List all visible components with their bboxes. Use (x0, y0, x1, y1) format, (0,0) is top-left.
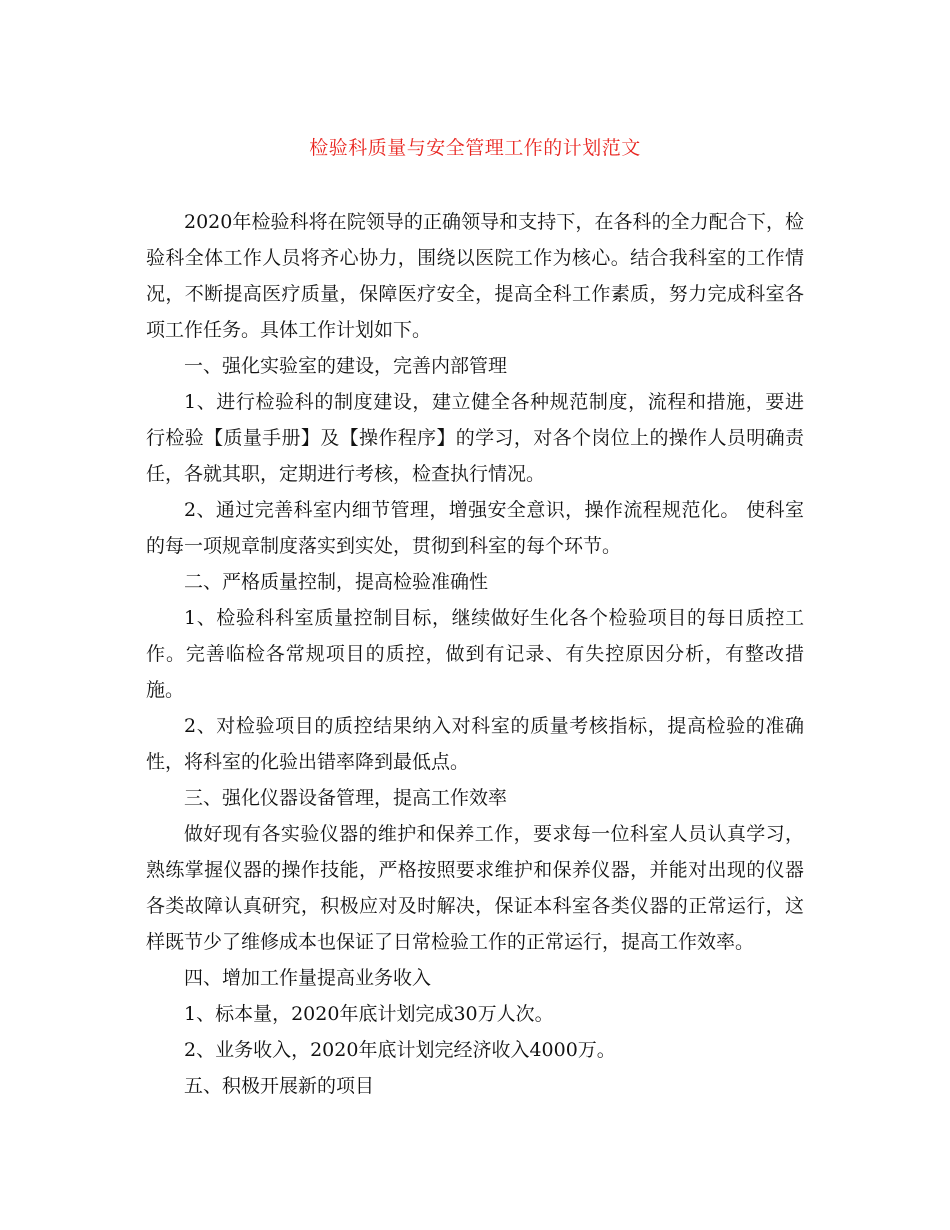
paragraph-4-1: 1、标本量，2020年底计划完成30万人次。 (184, 1003, 554, 1025)
paragraph-2-2: 2、对检验项目的质控结果纳入对科室的质量考核指标，提高检验的准确性，将科室的化验出错率降到最低点。 (146, 715, 804, 773)
section-heading-4: 四、增加工作量提高业务收入 (184, 967, 432, 989)
document-body (146, 204, 804, 1104)
section-heading-5: 五、积极开展新的项目 (184, 1075, 375, 1097)
paragraph-1-2: 2、通过完善科室内细节管理，增强安全意识，操作流程规范化。 使科室的每一项规章制度落实到实处，贯彻到科室的每个环节。 (146, 499, 804, 557)
paragraph-3-1: 做好现有各实验仪器的维护和保养工作，要求每一位科室人员认真学习，熟练掌握仪器的操作技能，严格按照要求维护和保养仪器，并能对出现的仪器各类故障认真研究，积极应对及时解决，保证本科室各类仪器的正常运行，这样既节少了维修成本也保证了日常检验工作的正常运行，提高工作效率。 (146, 823, 804, 953)
paragraph-intro: 2020年检验科将在院领导的正确领导和支持下，在各科的全力配合下，检验科全体工作人员将齐心协力，围绕以医院工作为核心。结合我科室的工作情况，不断提高医疗质量，保障医疗安全，提高全科工作素质，努力完成科室各项工作任务。具体工作计划如下。 (146, 211, 804, 341)
section-heading-2: 二、严格质量控制，提高检验准确性 (184, 571, 489, 593)
paragraph-1-1: 1、进行检验科的制度建设，建立健全各种规范制度，流程和措施，要进行检验【质量手册】及【操作程序】的学习，对各个岗位上的操作人员明确责任，各就其职，定期进行考核，检查执行情况。 (146, 391, 804, 485)
paragraph-2-1: 1、检验科科室质量控制目标，继续做好生化各个检验项目的每日质控工作。完善临检各常规项目的质控，做到有记录、有失控原因分析，有整改措施。 (146, 607, 804, 701)
section-heading-1: 一、强化实验室的建设，完善内部管理 (184, 355, 508, 377)
paragraph-4-2: 2、业务收入，2020年底计划完经济收入4000万。 (184, 1039, 616, 1061)
section-heading-3: 三、强化仪器设备管理，提高工作效率 (184, 787, 508, 809)
document-title: 检验科质量与安全管理工作的计划范文 (309, 137, 641, 159)
